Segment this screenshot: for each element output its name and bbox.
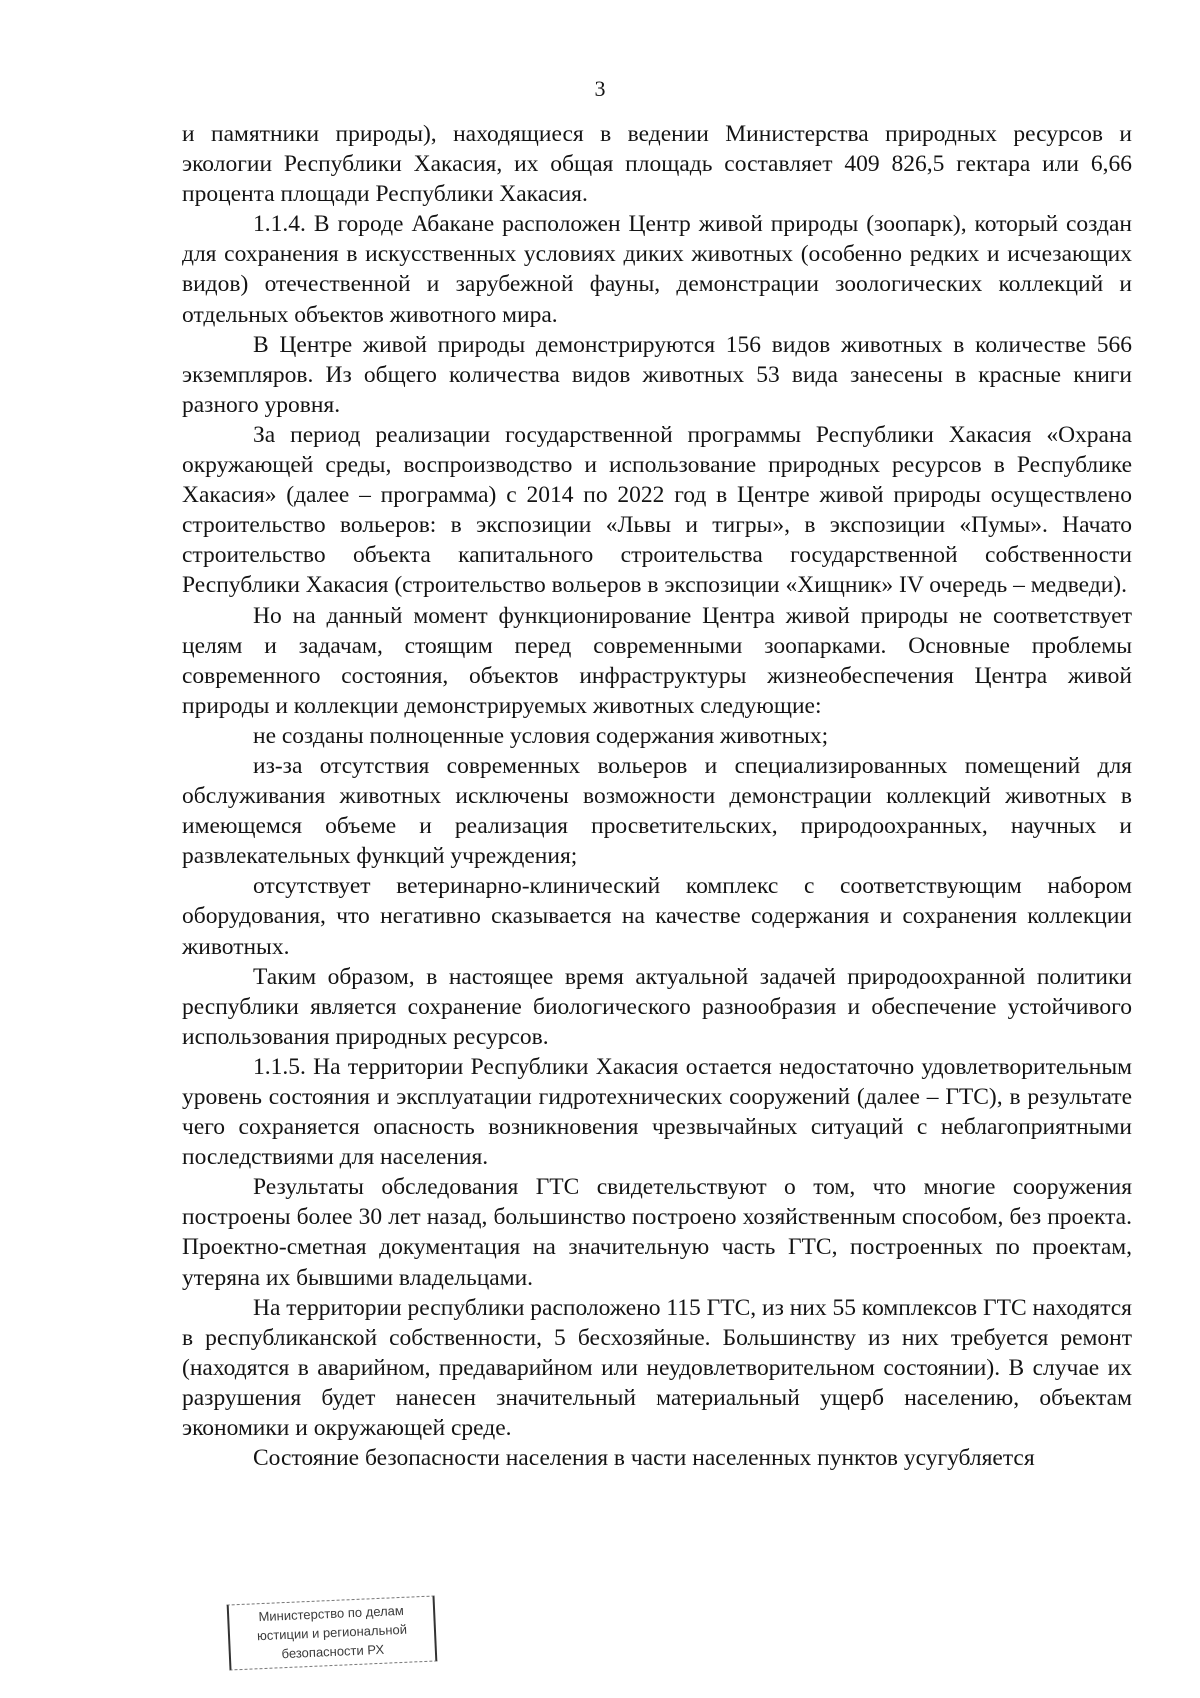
- stamp-line: безопасности РХ: [281, 1641, 385, 1662]
- paragraph: На территории республики расположено 115 ГТС, из них 55 комплексов ГТС находятся в республиканской собственности, 5 бесхозяйные. Большинству из них требуется ремонт (находятся в аварийном, предаварийном или неудовлетворительном состоянии). В случае их разрушения будет нанесен значительный материальный ущерб населению, объектам экономики и окружающей среде.: [182, 1294, 1132, 1442]
- paragraph: Состояние безопасности населения в части населенных пунктов усугубляется: [253, 1445, 1035, 1472]
- paragraph: 1.1.4. В городе Абакане расположен Центр живой природы (зоопарк), который создан для сохранения в искусственных условиях диких животных (особенно редких и исчезающих видов) отечественной и зарубежной фауны, демонстрации зоологических коллекций и отдельных объектов животного мира.: [182, 211, 1132, 328]
- page-number: 3: [594, 76, 606, 101]
- paragraph: Результаты обследования ГТС свидетельствуют о том, что многие сооружения построены более 30 лет назад, большинство построено хозяйственным способом, без проекта. Проектно-сметная документация на значительную часть ГТС, построенных по проектам, утеряна их бывшими владельцами.: [182, 1174, 1132, 1291]
- document-body: [182, 119, 1132, 1473]
- stamp-line: Министерство по делам: [258, 1602, 405, 1625]
- registration-stamp: [227, 1595, 438, 1670]
- paragraph: 1.1.5. На территории Республики Хакасия остается недостаточно удовлетворительным уровень состояния и эксплуатации гидротехнических сооружений (далее – ГТС), в результате чего сохраняется опасность возникновения чрезвычайных ситуаций с неблагоприятными последствиями для населения.: [182, 1053, 1132, 1171]
- paragraph: За период реализации государственной программы Республики Хакасия «Охрана окружающей среды, воспроизводство и использование природных ресурсов в Республике Хакасия» (далее – программа) с 2014 по 2022 год в Центре живой природы осуществлено строительство вольеров: в экспозиции «Львы и тигры», в экспозиции «Пумы». Начато строительство объекта капитального строительства государственной собственности Республики Хакасия (строительство вольеров в экспозиции «Хищник» IV очередь – медведи).: [182, 421, 1132, 599]
- paragraph: не созданы полноценные условия содержания животных;: [253, 722, 829, 749]
- paragraph: Но на данный момент функционирование Центра живой природы не соответствует целям и задачам, стоящим перед современными зоопарками. Основные проблемы современного состояния, объектов инфраструктуры жизнеобеспечения Центра живой природы и коллекции демонстрируемых животных следующие:: [182, 602, 1132, 719]
- paragraph: и памятники природы), находящиеся в ведении Министерства природных ресурсов и экологии Республики Хакасия, их общая площадь составляет 409 826,5 гектара или 6,66 процента площади Республики Хакасия.: [182, 121, 1132, 208]
- paragraph: из-за отсутствия современных вольеров и специализированных помещений для обслуживания животных исключены возможности демонстрации коллекций животных в имеющемся объеме и реализация просветительских, природоохранных, научных и развлекательных функций учреждения;: [182, 752, 1132, 870]
- paragraph: В Центре живой природы демонстрируются 156 видов животных в количестве 566 экземпляров. Из общего количества видов животных 53 вида занесены в красные книги разного уровня.: [182, 331, 1132, 418]
- paragraph: отсутствует ветеринарно-клинический комплекс с соответствующим набором оборудования, что негативно сказывается на качестве содержания и сохранения коллекции животных.: [182, 873, 1132, 960]
- paragraph: Таким образом, в настоящее время актуальной задачей природоохранной политики республики является сохранение биологического разнообразия и обеспечение устойчивого использования природных ресурсов.: [182, 963, 1132, 1050]
- stamp-line: юстиции и региональной: [256, 1621, 408, 1644]
